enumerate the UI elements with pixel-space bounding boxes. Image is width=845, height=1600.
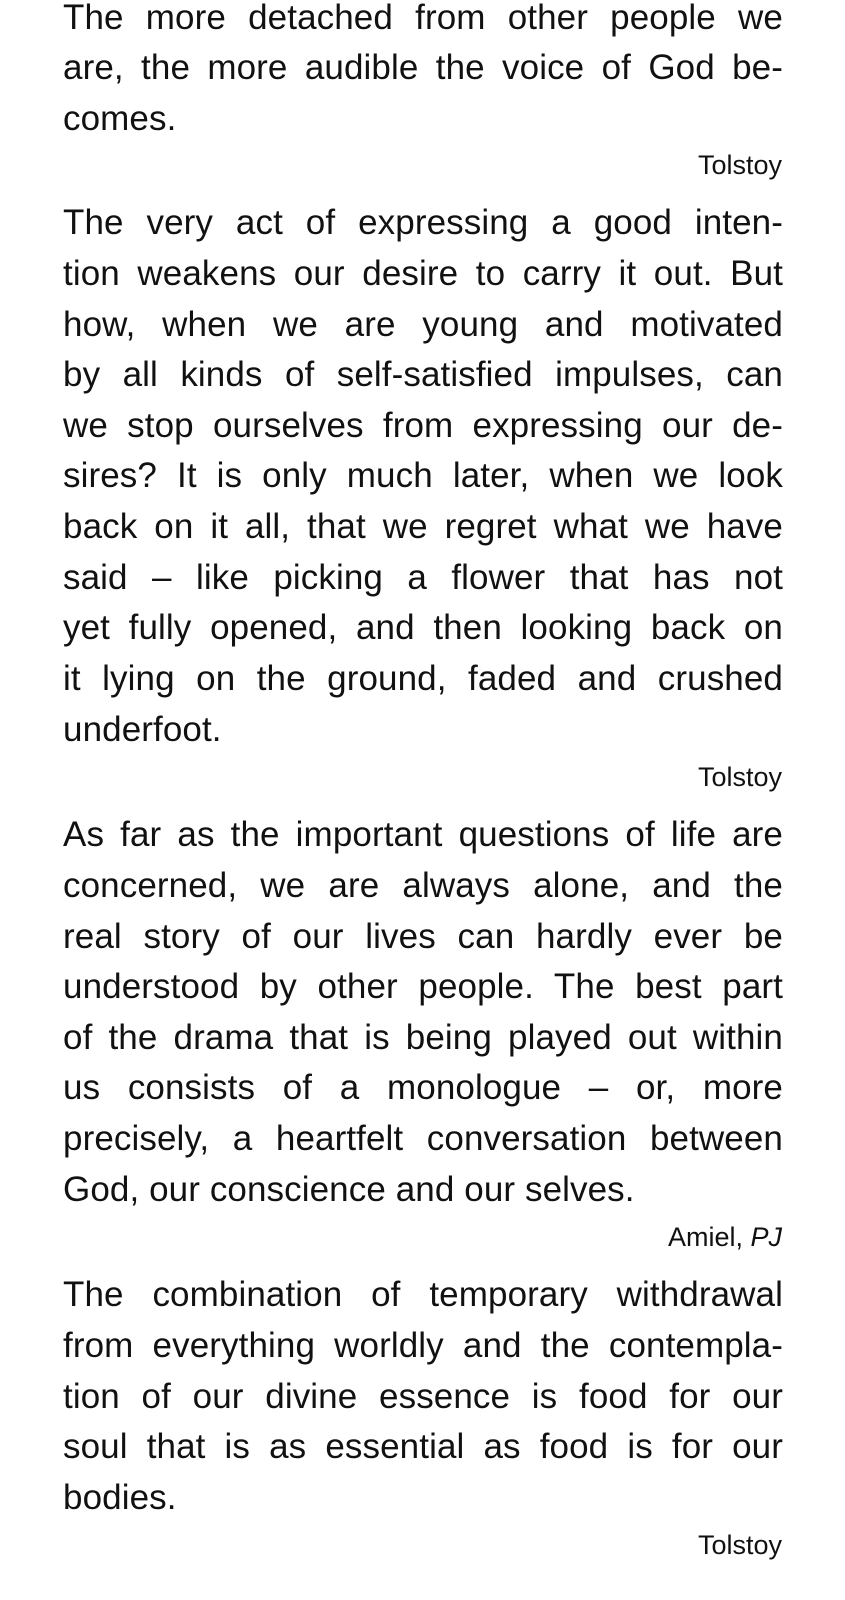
quote-3-author: Amiel, <box>667 1222 751 1252</box>
quote-2-line-3: how, when we are young and motivated <box>63 305 783 344</box>
quote-2-line-9: yet fully opened, and then looking back on <box>63 608 783 647</box>
quote-2-line-7: back on it all, that we regret what we have <box>63 507 783 546</box>
quote-1-line-1: The more detached from other people we <box>63 0 783 37</box>
quote-1-line-3: comes. <box>63 99 177 138</box>
quote-3-attribution <box>668 1219 782 1255</box>
quote-2-line-10: it lying on the ground, faded and crushed <box>63 659 783 698</box>
quote-2-line-2: tion weakens our desire to carry it out. But <box>63 254 783 293</box>
quote-2-line-8: said – like picking a flower that has not <box>63 558 783 597</box>
quote-4-author: Tolstoy <box>697 1530 782 1560</box>
quote-1-author: Tolstoy <box>697 150 782 180</box>
quote-2-line-5: we stop ourselves from expressing our de- <box>63 406 783 445</box>
quote-3-line-5: of the drama that is being played out within <box>63 1018 783 1057</box>
quote-3-line-1: As far as the important questions of life are <box>63 815 783 854</box>
quote-1-line-2: are, the more audible the voice of God be- <box>63 48 783 87</box>
quote-2-author: Tolstoy <box>697 762 782 792</box>
quote-1-attribution <box>698 147 782 183</box>
quote-4-line-3: tion of our divine essence is food for our <box>63 1377 783 1416</box>
quote-4-line-2: from everything worldly and the contempla- <box>63 1326 783 1365</box>
quote-4-attribution <box>698 1527 782 1563</box>
quote-3-line-8: God, our conscience and our selves. <box>63 1170 635 1209</box>
quote-4-line-5: bodies. <box>63 1478 177 1517</box>
quote-2-line-6: sires? It is only much later, when we look <box>63 456 783 495</box>
quote-3-line-2: concerned, we are always alone, and the <box>63 866 783 905</box>
quote-2-line-4: by all kinds of self-satisfied impulses, can <box>63 355 783 394</box>
quote-3-line-7: precisely, a heartfelt conversation between <box>63 1119 783 1158</box>
quote-2-line-11: underfoot. <box>63 710 222 749</box>
quote-3-line-6: us consists of a monologue – or, more <box>63 1068 783 1107</box>
quote-3-line-4: understood by other people. The best part <box>63 967 783 1006</box>
quote-2-line-1: The very act of expressing a good inten- <box>63 203 783 242</box>
quote-4-line-1: The combination of temporary withdrawal <box>63 1275 783 1314</box>
quote-3-author-suffix: PJ <box>750 1222 782 1252</box>
quote-2-attribution <box>698 759 782 795</box>
quote-4-line-4: soul that is as essential as food is for our <box>63 1427 783 1466</box>
quote-3-line-3: real story of our lives can hardly ever be <box>63 917 783 956</box>
